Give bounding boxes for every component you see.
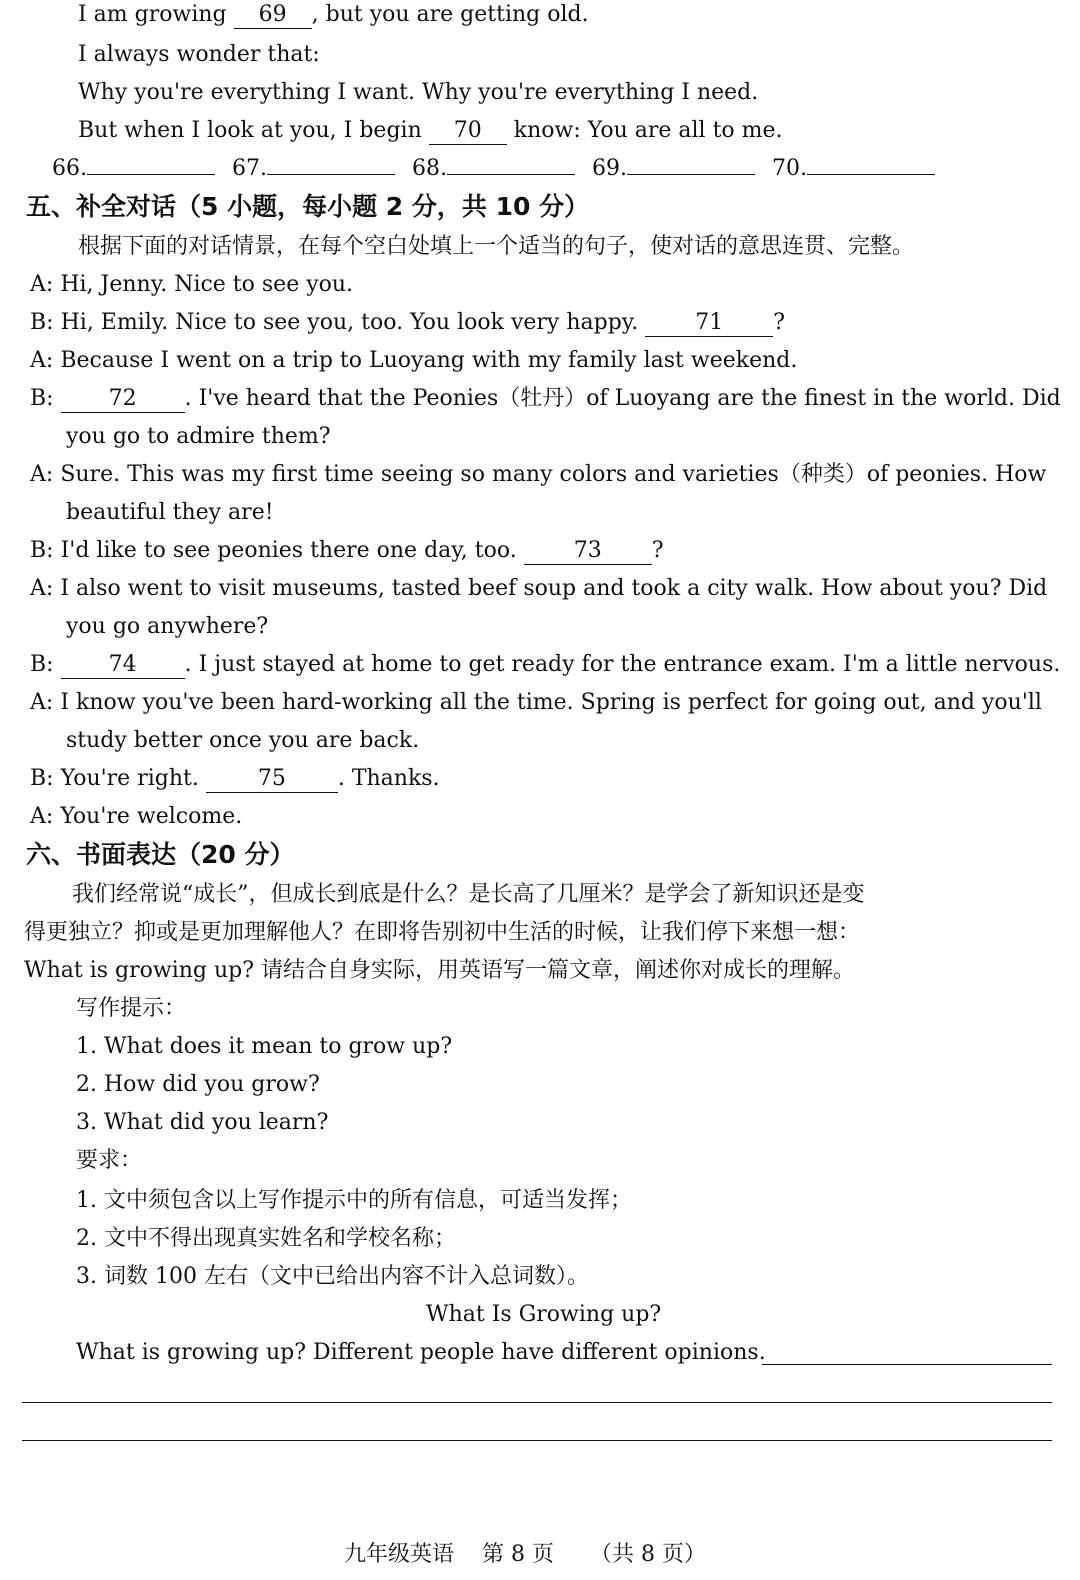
dialogue-line-5-cont: beautiful they are! [66,500,274,525]
answer-blank-68[interactable] [447,174,575,175]
footer-page-total: （共 8 页） [590,1542,706,1567]
poem-line-2: I always wonder that: [78,42,320,67]
answer-blank-69[interactable] [627,174,755,175]
section-5-instruction: 根据下面的对话情景，在每个空白处填上一个适当的句子，使对话的意思连贯、完整。 [78,234,915,259]
answer-blank-66[interactable] [87,174,215,175]
speaker-label: A: [30,804,54,829]
dialogue-line-9 [30,688,1042,718]
dialogue-line-11 [30,802,242,832]
dialogue-line-7 [30,574,1047,604]
dialogue-text: Hi, Emily. Nice to see you, too. You look very happy. [60,310,639,335]
poem-line-3: Why you're everything I want. Why you're everything I need. [78,80,759,105]
speaker-label: A: [30,462,54,487]
requirement-item-1: 1. 文中须包含以上写作提示中的所有信息，可适当发挥； [76,1188,632,1213]
answer-label-70: 70. [772,156,807,181]
dialogue-text: You're right. [60,766,199,791]
dialogue-line-6 [30,536,664,566]
page-footer [344,1540,706,1570]
answer-blank-67[interactable] [267,174,395,175]
blank-75[interactable]: 75 [206,766,338,793]
speaker-label: B: [30,310,54,335]
requirement-item-2: 2. 文中不得出现真实姓名和学校名称； [76,1226,456,1251]
blank-71[interactable]: 71 [645,310,773,337]
prompt-line-2: 得更独立？抑或是更加理解他人？在即将告别初中生活的时候，让我们停下来想一想： [24,920,861,945]
essay-title: What Is Growing up? [426,1302,662,1327]
poem-line-1-end: , but you are getting old. [311,2,589,27]
tip-item-2: 2. How did you grow? [76,1072,320,1097]
poem-line-1-start: I am growing [78,2,227,27]
speaker-label: B: [30,386,54,411]
section-6-heading: 六、书面表达（20 分） [26,840,295,869]
tips-title: 写作提示： [76,996,187,1021]
section-5-heading: 五、补全对话（5 小题，每小题 2 分，共 10 分） [26,192,590,221]
answer-row [52,154,935,184]
blank-74[interactable]: 74 [61,652,185,679]
speaker-label: A: [30,348,54,373]
answer-label-69: 69. [592,156,627,181]
answer-blank-70[interactable] [807,174,935,175]
blank-70[interactable]: 70 [429,118,507,145]
dialogue-line-8 [30,650,1060,680]
essay-start-line [76,1338,766,1368]
dialogue-text: Sure. This was my first time seeing so many colors and varieties（种类）of peonies. How [60,462,1047,487]
requirements-title: 要求： [76,1148,143,1173]
answer-label-66: 66. [52,156,87,181]
answer-label-68: 68. [412,156,447,181]
dialogue-line-2 [30,308,785,338]
dialogue-line-4 [30,384,1061,414]
footer-page-number: 第 8 页 [482,1542,554,1567]
dialogue-line-5 [30,460,1046,490]
prompt-line-1: 我们经常说“成长”，但成长到底是什么？是长高了几厘米？是学会了新知识还是变 [72,882,865,907]
dialogue-text: Because I went on a trip to Luoyang with my family last weekend. [60,348,798,373]
poem-line-1 [78,0,589,30]
dialogue-text-end: . Thanks. [337,766,440,791]
dialogue-line-9-cont: study better once you are back. [66,728,420,753]
dialogue-text: I know you've been hard-working all the time. Spring is perfect for going out, and you'll [60,690,1042,715]
essay-start-text: What is growing up? Different people have different opinions. [76,1340,766,1365]
dialogue-text-end: ? [773,310,786,335]
prompt-line-3: What is growing up? 请结合自身实际，用英语写一篇文章，阐述你对成长的理解。 [24,958,856,983]
speaker-label: A: [30,272,54,297]
answer-label-67: 67. [232,156,267,181]
dialogue-text: . I've heard that the Peonies（牡丹）of Luoyang are the finest in the world. Did [184,386,1061,411]
speaker-label: B: [30,766,54,791]
dialogue-text-end: ? [651,538,664,563]
tip-item-1: 1. What does it mean to grow up? [76,1034,453,1059]
dialogue-text: I'd like to see peonies there one day, too. [60,538,517,563]
dialogue-line-4-cont: you go to admire them? [66,424,331,449]
dialogue-line-3 [30,346,797,376]
footer-subject: 九年级英语 [344,1542,455,1567]
writing-line-1[interactable] [762,1364,1052,1365]
writing-line-3[interactable] [22,1440,1052,1441]
dialogue-line-10 [30,764,440,794]
dialogue-line-7-cont: you go anywhere? [66,614,269,639]
poem-line-4 [78,116,783,146]
requirement-item-3: 3. 词数 100 左右（文中已给出内容不计入总词数）。 [76,1264,589,1289]
tip-item-3: 3. What did you learn? [76,1110,329,1135]
dialogue-line-1 [30,270,353,300]
speaker-label: B: [30,538,54,563]
writing-line-2[interactable] [22,1402,1052,1403]
dialogue-text: Hi, Jenny. Nice to see you. [60,272,354,297]
dialogue-text: You're welcome. [60,804,243,829]
poem-line-4-end: know: You are all to me. [513,118,783,143]
blank-73[interactable]: 73 [524,538,652,565]
speaker-label: A: [30,690,54,715]
blank-69[interactable]: 69 [234,2,312,29]
speaker-label: B: [30,652,54,677]
dialogue-text: I also went to visit museums, tasted beef soup and took a city walk. How about you? Did [60,576,1048,601]
speaker-label: A: [30,576,54,601]
poem-line-4-start: But when I look at you, I begin [78,118,422,143]
dialogue-text: . I just stayed at home to get ready for the entrance exam. I'm a little nervous. [184,652,1061,677]
blank-72[interactable]: 72 [61,386,185,413]
